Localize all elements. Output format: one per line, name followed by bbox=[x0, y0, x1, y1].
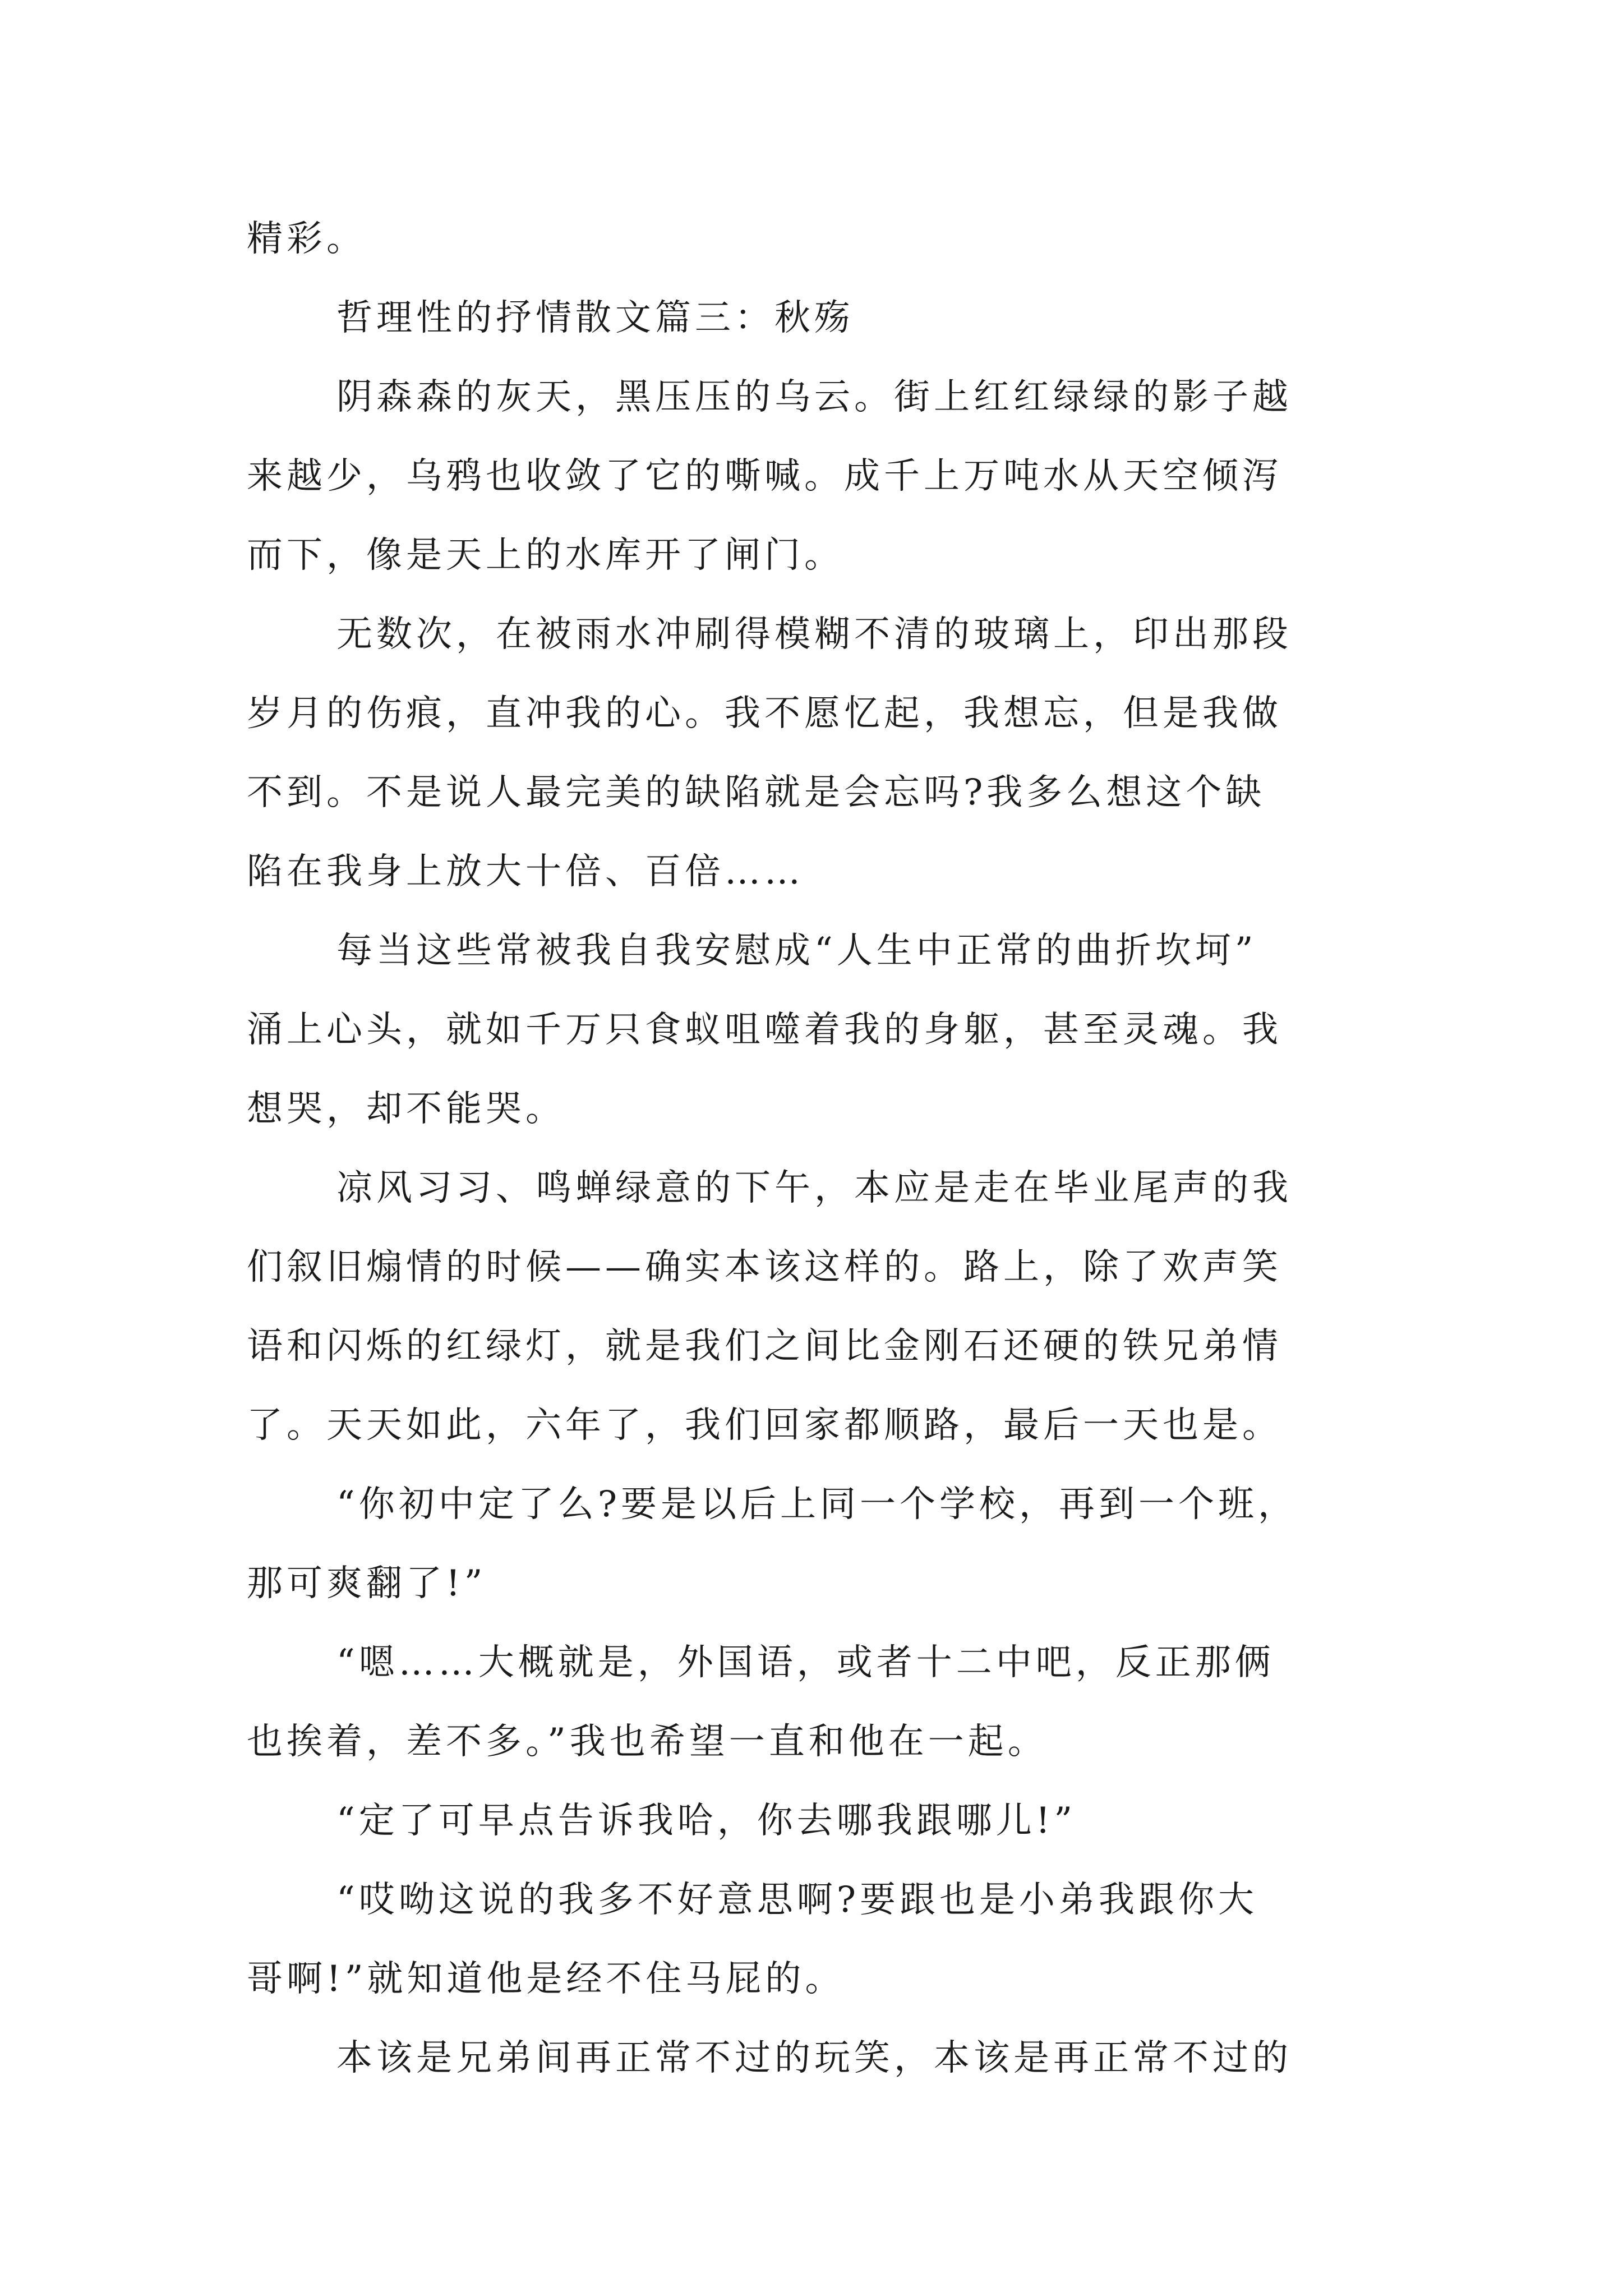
paragraph-line: 也挨着，差不多。”我也希望一直和他在一起。 bbox=[247, 1721, 1048, 1763]
paragraph-line: “哎呦这说的我多不好意思啊?要跟也是小弟我跟你大 bbox=[336, 1879, 1258, 1921]
paragraph-line: 了。天天如此，六年了，我们回家都顺路，最后一天也是。 bbox=[247, 1405, 1282, 1446]
paragraph-line: 不到。不是说人最完美的缺陷就是会忘吗?我多么想这个缺 bbox=[247, 772, 1266, 813]
paragraph-line: 想哭，却不能哭。 bbox=[247, 1088, 565, 1130]
paragraph-line: “定了可早点告诉我哈，你去哪我跟哪儿!” bbox=[336, 1800, 1077, 1842]
paragraph-line: “嗯……大概就是，外国语，或者十二中吧，反正那俩 bbox=[336, 1642, 1275, 1683]
paragraph-line: 岁月的伤痕，直冲我的心。我不愿忆起，我想忘，但是我做 bbox=[247, 693, 1282, 734]
section-heading: 哲理性的抒情散文篇三：秋殇 bbox=[336, 297, 854, 339]
paragraph-line: 陷在我身上放大十倍、百倍…… bbox=[247, 851, 804, 892]
paragraph-line: 哥啊!”就知道他是经不住马屁的。 bbox=[247, 1958, 845, 2000]
paragraph-line: 来越少，乌鸦也收敛了它的嘶喊。成千上万吨水从天空倾泻 bbox=[247, 455, 1282, 497]
paragraph-line: 而下，像是天上的水库开了闸门。 bbox=[247, 535, 844, 576]
paragraph-line: 凉风习习、鸣蝉绿意的下午，本应是走在毕业尾声的我 bbox=[336, 1167, 1292, 1209]
paragraph-line: 每当这些常被我自我安慰成“人生中正常的曲折坎坷” bbox=[336, 930, 1257, 972]
paragraph-line: 那可爽翻了!” bbox=[247, 1563, 487, 1604]
paragraph-line: 本该是兄弟间再正常不过的玩笑，本该是再正常不过的 bbox=[336, 2037, 1292, 2079]
paragraph-line: “你初中定了么?要是以后上同一个学校，再到一个班， bbox=[336, 1484, 1298, 1525]
paragraph-line: 语和闪烁的红绿灯，就是我们之间比金刚石还硬的铁兄弟情 bbox=[247, 1326, 1282, 1367]
paragraph-line: 精彩。 bbox=[247, 218, 366, 260]
paragraph-line: 无数次，在被雨水冲刷得模糊不清的玻璃上，印出那段 bbox=[336, 614, 1292, 655]
paragraph-line: 涌上心头，就如千万只食蚁咀噬着我的身躯，甚至灵魂。我 bbox=[247, 1009, 1282, 1051]
paragraph-line: 阴森森的灰天，黑压压的乌云。街上红红绿绿的影子越 bbox=[336, 376, 1292, 418]
paragraph-line: 们叙旧煽情的时候——确实本该这样的。路上，除了欢声笑 bbox=[247, 1246, 1282, 1288]
